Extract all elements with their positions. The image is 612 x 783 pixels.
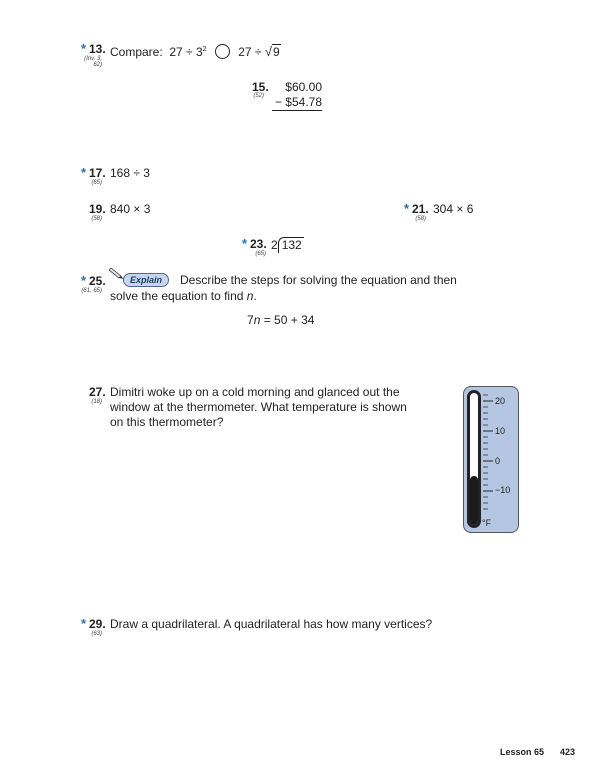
dividend: 132: [281, 238, 302, 252]
lesson-ref-21: (58): [415, 216, 426, 222]
lesson-ref-15: (52): [253, 93, 264, 99]
problem-number-21: 21.: [412, 202, 429, 216]
lesson-ref-13: (Inv. 3, 62): [84, 56, 102, 68]
problem-number-29: 29.: [89, 617, 106, 631]
star-marker: *: [81, 273, 87, 288]
divisor: 2: [271, 238, 278, 252]
long-division: [271, 237, 304, 253]
thermometer-graphic: [463, 386, 519, 533]
page-number: 423: [560, 747, 576, 757]
problem-25-line1: Describe the steps for solving the equation and then: [180, 273, 457, 287]
problem-number-19: 19.: [89, 202, 106, 216]
equation: [247, 313, 314, 328]
exponent: 2: [202, 46, 207, 53]
division-bracket: [278, 237, 304, 253]
left-expression: 27 ÷ 3: [169, 45, 203, 59]
equation-variable: n: [253, 313, 261, 327]
problem-number-23: 23.: [250, 237, 267, 251]
problem-25-line2: [110, 289, 257, 304]
equation-coefficient: 7: [247, 313, 254, 327]
lesson-ref-17: (65): [91, 180, 102, 186]
star-marker: *: [242, 236, 248, 251]
star-marker: *: [81, 165, 87, 180]
lesson-ref-23: (65): [255, 251, 266, 257]
star-marker: *: [404, 201, 410, 216]
lesson-ref-29: (63): [91, 631, 102, 637]
lesson-ref-25: (61, 65): [81, 288, 102, 294]
star-marker: *: [81, 616, 87, 631]
problem-number-17: 17.: [89, 166, 106, 180]
problem-number-27: 27.: [89, 385, 106, 399]
right-expression: 27 ÷: [238, 45, 262, 59]
thermometer-label-minus10: −10: [495, 485, 511, 495]
thermometer-ticks: [483, 395, 493, 509]
problem-27-line: on this thermometer?: [110, 415, 224, 429]
equation-rest: = 50 + 34: [260, 313, 315, 327]
problem-13-text: [110, 42, 281, 60]
problem-number-13: 13.: [89, 42, 106, 56]
thermometer-unit: °F: [482, 518, 492, 528]
subtraction-bottom: − $54.78: [272, 95, 322, 111]
subtraction-top: $60.00: [285, 80, 322, 94]
problem-19-expression: 840 × 3: [110, 202, 151, 216]
line2-end: .: [253, 289, 257, 303]
thermometer-label-20: 20: [495, 396, 506, 406]
problem-29-text: Draw a quadrilateral. A quadrilateral has how many vertices?: [110, 617, 433, 631]
thermometer-liquid: [470, 476, 478, 525]
compare-label: Compare:: [110, 45, 163, 59]
lesson-ref-19: (58): [91, 216, 102, 222]
problem-27-text: [110, 385, 407, 430]
lesson-ref-27: (18): [91, 399, 102, 405]
thermometer-label-10: 10: [495, 426, 506, 436]
star-marker: *: [81, 41, 87, 56]
thermometer-label-0: 0: [495, 456, 501, 466]
problem-21-expression: 304 × 6: [433, 202, 474, 216]
problem-17-expression: 168 ÷ 3: [110, 166, 150, 180]
problem-number-25: 25.: [89, 274, 106, 288]
sqrt-sign: √: [264, 44, 272, 59]
explain-badge: Explain: [123, 273, 169, 287]
compare-circle[interactable]: [215, 44, 230, 59]
line2-start: solve the equation to find: [110, 289, 247, 303]
variable-n: n: [246, 289, 254, 303]
sqrt-argument: 9: [273, 45, 280, 59]
problem-27-line: Dimitri woke up on a cold morning and glanced out the: [110, 385, 400, 399]
problem-number-15: 15.: [252, 80, 269, 94]
problem-27-line: window at the thermometer. What temperature is shown: [110, 400, 407, 414]
lesson-label: Lesson 65: [500, 747, 545, 757]
